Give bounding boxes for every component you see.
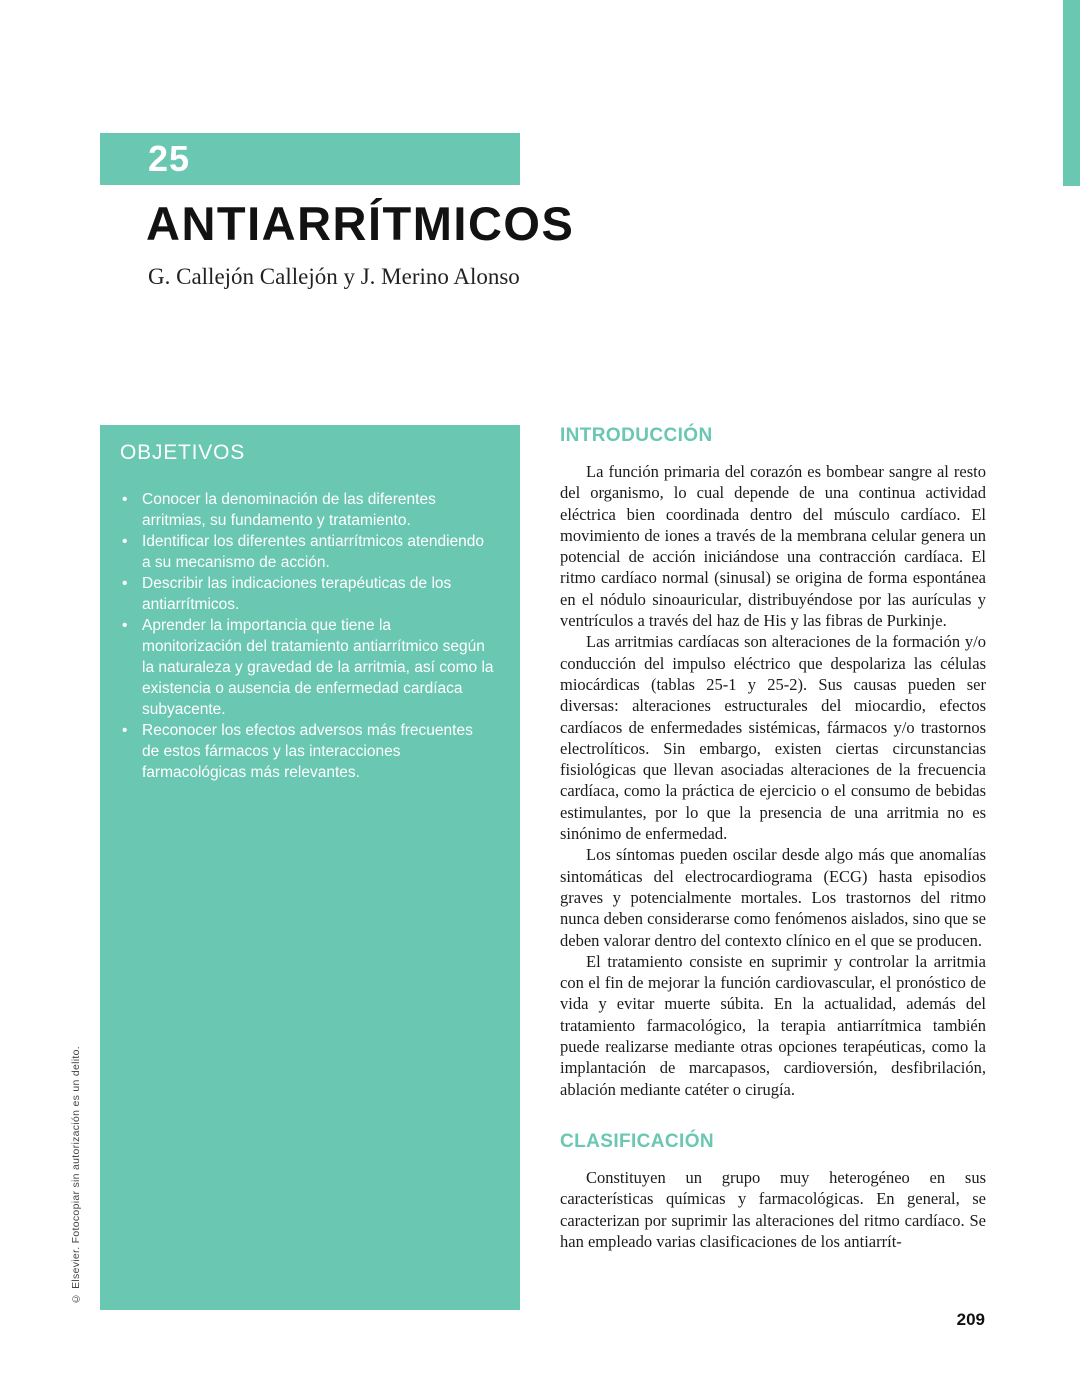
main-text-column — [560, 425, 986, 1252]
objectives-box — [100, 425, 520, 1310]
chapter-authors: G. Callejón Callejón y J. Merino Alonso — [148, 264, 520, 289]
objective-item: • Describir las indicaciones terapéuticas de los antiarrítmicos. — [120, 573, 494, 615]
body-paragraph: Los síntomas pueden oscilar desde algo más que anomalías sintomáticas del electrocardiograma (ECG) hasta episodios graves y potencialmente mortales. Los trastornos del ritmo nunca deben considerarse como fenómenos aislados, sino que se deben valorar dentro del contexto clínico en el que se producen. — [560, 845, 986, 950]
objective-item: • Aprender la importancia que tiene la monitorización del tratamiento antiarrítmico según la naturaleza y gravedad de la arritmia, así como la existencia o ausencia de enfermedad cardíaca subyacente. — [120, 615, 494, 720]
objective-item: • Conocer la denominación de las diferentes arritmias, su fundamento y tratamiento. — [120, 489, 494, 531]
section-heading: CLASIFICACIÓN — [560, 1130, 715, 1152]
objective-item: • Identificar los diferentes antiarrítmicos atendiendo a su mecanismo de acción. — [120, 531, 494, 573]
section-heading: INTRODUCCIÓN — [560, 425, 713, 446]
objectives-list — [120, 489, 494, 783]
chapter-title: ANTIARRÍTMICOS — [146, 197, 575, 250]
objectives-heading: OBJETIVOS — [120, 441, 246, 464]
objective-item: • Reconocer los efectos adversos más frecuentes de estos fármacos y las interacciones farmacológicas más relevantes. — [120, 720, 494, 783]
chapter-number: 25 — [148, 138, 191, 179]
page-number: 209 — [956, 1310, 985, 1329]
body-paragraph: El tratamiento consiste en suprimir y controlar la arritmia con el fin de mejorar la función cardiovascular, el pronóstico de vida y evitar muerte súbita. En la actualidad, además del tratamiento farmacológico, la terapia antiarrítmica también puede realizarse mediante otras opciones terapéuticas, como la implantación de marcapasos, cardioversión, desfibrilación, ablación mediante catéter o cirugía. — [560, 951, 986, 1099]
body-paragraph: Constituyen un grupo muy heterogéneo en sus características químicas y farmacológicas. En general, se caracterizan por suprimir las alteraciones del ritmo cardíaco. Se han empleado varias clasificaciones de los antiarrít- — [560, 1167, 986, 1251]
body-paragraph: La función primaria del corazón es bombear sangre al resto del organismo, lo cual depende de una continua actividad eléctrica bien coordinada dentro del músculo cardíaco. El movimiento de iones a través de la membrana celular genera un potencial de acción iniciándose una contracción cardíaca. El ritmo cardíaco normal (sinusal) se origina de forma espontánea en el nódulo sinoauricular, distribuyéndose por las aurículas y ventrículos a través del haz de His y las fibras de Purkinje. — [560, 462, 986, 631]
page-edge-accent-strip — [1063, 0, 1080, 186]
section-clasificacion — [560, 1131, 986, 1252]
copyright-vertical-text: © Elsevier. Fotocopiar sin autorización es un delito. — [70, 1045, 82, 1304]
section-introduccion — [560, 425, 986, 1100]
chapter-banner — [100, 133, 520, 185]
body-paragraph: Las arritmias cardíacas son alteraciones de la formación y/o conducción del impulso eléctrico que despolariza las células miocárdicas (tablas 25-1 y 25-2). Sus causas pueden ser diversas: alteraciones estructurales del miocardio, efectos cardíacos de enfermedades sistémicas, fármacos y/o trastornos electrolíticos. Sin embargo, existen ciertas circunstancias fisiológicas que llevan asociadas alteraciones de la frecuencia cardíaca, como la práctica de ejercicio o el consumo de bebidas estimulantes, por lo que la presencia de una arritmia no es sinónimo de enfermedad. — [560, 632, 986, 844]
